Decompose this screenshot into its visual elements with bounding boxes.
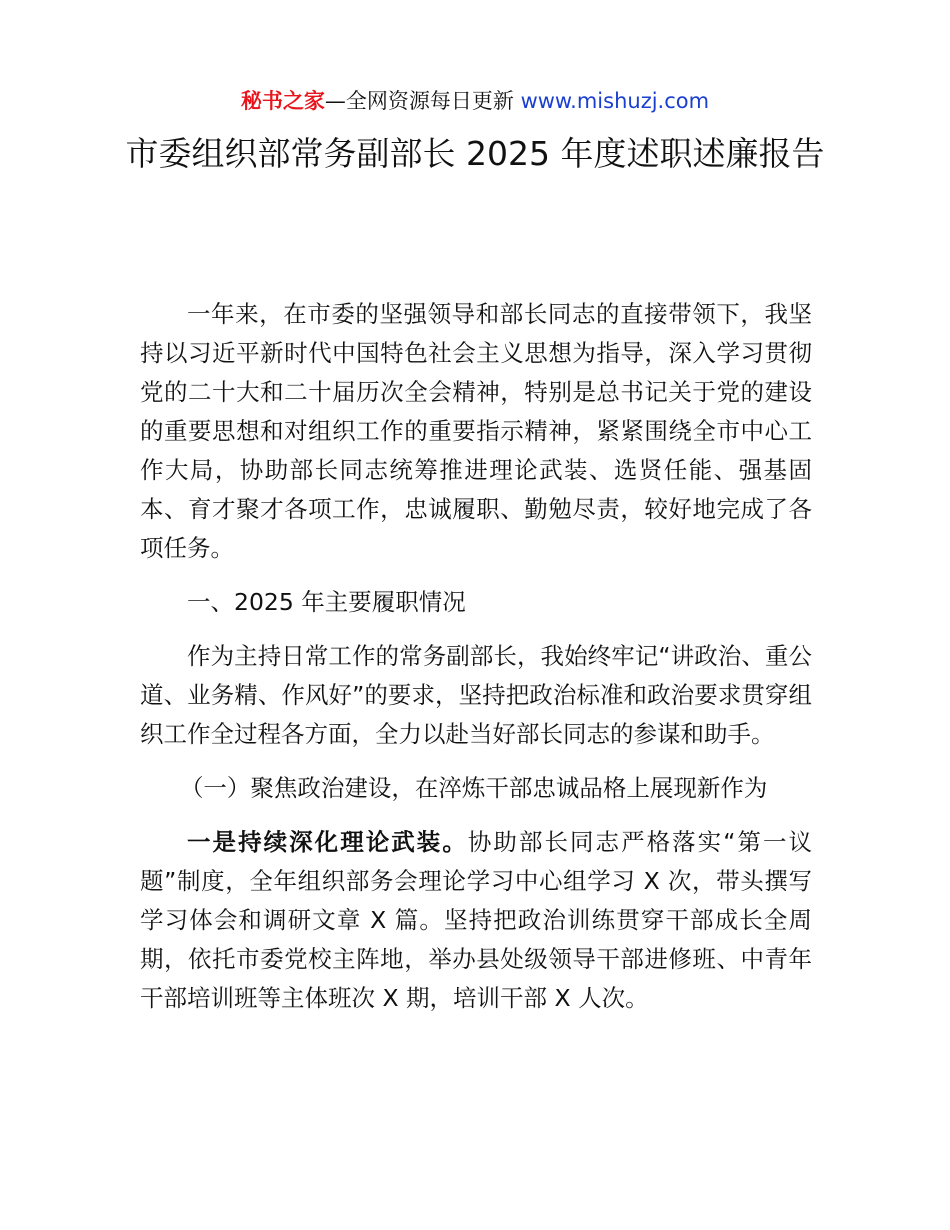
site-url-link[interactable]: www.mishuzj.com	[520, 89, 710, 113]
section-paragraph: 作为主持日常工作的常务副部长，我始终牢记“讲政治、重公道、业务精、作风好”的要求，坚持把政治标准和政治要求贯穿组织工作全过程各方面，全力以赴当好部长同志的参谋和助手。	[140, 642, 812, 748]
header-tagline: —全网资源每日更新	[324, 89, 521, 113]
document-title: 市委组织部常务副部长 2025 年度述职述廉报告	[125, 134, 825, 173]
section-heading: 一、2025 年主要履职情况	[187, 588, 466, 616]
watermark-header	[0, 86, 950, 116]
brand-name: 秘书之家	[240, 89, 325, 113]
document-body	[140, 295, 812, 1033]
intro-paragraph: 一年来，在市委的坚强领导和部长同志的直接带领下，我坚持以习近平新时代中国特色社会主义思想为指导，深入学习贯彻党的二十大和二十届历次全会精神，特别是总书记关于党的建设的重要思想和对组织工作的重要指示精神，紧紧围绕全市中心工作大局，协助部长同志统筹推进理论武装、选贤任能、强基固本、育才聚才各项工作，忠诚履职、勤勉尽责，较好地完成了各项任务。	[140, 300, 812, 562]
point-lead: 一是持续深化理论武装。	[187, 828, 468, 856]
point-body: 协助部长同志严格落实“第一议题”制度，全年组织部务会理论学习中心组学习 X 次，带头撰写学习体会和调研文章 X 篇。坚持把政治训练贯穿干部成长全周期，依托市委党校主阵地，举办县处级领导干部进修班、中青年干部培训班等主体班次 X 期，培训干部 X 人次。	[140, 828, 812, 1012]
point-paragraph	[140, 823, 812, 1018]
subsection-heading: （一）聚焦政治建设，在淬炼干部忠诚品格上展现新作为	[179, 774, 768, 802]
